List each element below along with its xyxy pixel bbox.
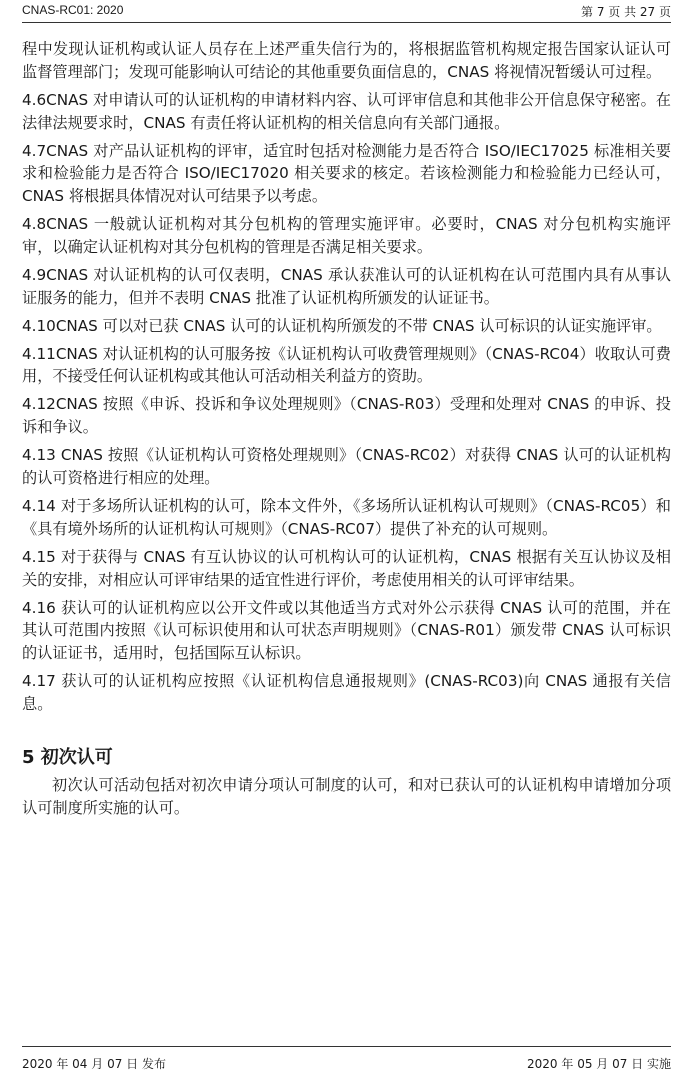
- section-5-heading: 5 初次认可: [22, 746, 113, 768]
- effective-date: 2020 年 05 月 07 日 实施: [527, 1057, 671, 1071]
- clause-4-6: 4.6CNAS 对申请认可的认证机构的申请材料内容、认可评审信息和其他非公开信息保守秘密。在法律法规要求时，CNAS 有责任将认证机构的相关信息向有关部门通报。: [22, 90, 671, 132]
- issue-date: 2020 年 04 月 07 日 发布: [22, 1057, 166, 1071]
- paragraph-continuation: 程中发现认证机构或认证人员存在上述严重失信行为的，将根据监管机构规定报告国家认证认可监督管理部门；发现可能影响认可结论的其他重要负面信息的，CNAS 将视情况暂缓认可过程。: [22, 40, 671, 81]
- document-body: [22, 38, 671, 825]
- clause-4-14: 4.14 对于多场所认证机构的认可，除本文件外，《多场所认证机构认可规则》（CNAS-RC05）和《具有境外场所的认证机构认可规则》（CNAS-RC07）提供了补充的认可规则。: [22, 497, 671, 538]
- clause-4-11: 4.11CNAS 对认证机构的认可服务按《认证机构认可收费管理规则》（CNAS-RC04）收取认可费用，不接受任何认证机构或其他认可活动相关利益方的资助。: [22, 344, 671, 386]
- clause-4-7: 4.7CNAS 对产品认证机构的评审，适宜时包括对检测能力是否符合 ISO/IEC17025 标准相关要求和检验能力是否符合 ISO/IEC17020 相关要求的核定。若该检测能力和检验能力已经认可，CNAS 将根据具体情况对认可结果予以考虑。: [22, 141, 671, 206]
- section-5-body: 初次认可活动包括对初次申请分项认可制度的认可，和对已获认可的认证机构申请增加分项认可制度所实施的认可。: [22, 775, 671, 817]
- page-footer: [22, 1046, 671, 1077]
- clause-4-16: 4.16 获认可的认证机构应以公开文件或以其他适当方式对外公示获得 CNAS 认可的范围，并在其认可范围内按照《认可标识使用和认可状态声明规则》（CNAS-R01）颁发带 CNAS 认可标识的认证证书，适用时，包括国际互认标识。: [22, 598, 671, 663]
- clause-4-8: 4.8CNAS 一般就认证机构对其分包机构的管理实施评审。必要时，CNAS 对分包机构实施评审，以确定认证机构对其分包机构的管理是否满足相关要求。: [22, 215, 671, 256]
- page-header: [22, 0, 671, 23]
- clause-4-13: 4.13 CNAS 按照《认证机构认可资格处理规则》（CNAS-RC02）对获得 CNAS 认可的认证机构的认可资格进行相应的处理。: [22, 446, 671, 488]
- clause-4-12: 4.12CNAS 按照《申诉、投诉和争议处理规则》（CNAS-R03）受理和处理对 CNAS 的申诉、投诉和争议。: [22, 395, 671, 437]
- clause-4-17: 4.17 获认可的认证机构应按照《认证机构信息通报规则》(CNAS-RC03)向 CNAS 通报有关信息。: [22, 672, 671, 713]
- document-code: CNAS-RC01: 2020: [22, 3, 124, 17]
- clause-4-15: 4.15 对于获得与 CNAS 有互认协议的认可机构认可的认证机构，CNAS 根据有关互认协议及相关的安排，对相应认可评审结果的适宜性进行评价，考虑使用相关的认可评审结果。: [22, 547, 671, 589]
- clause-4-10: 4.10CNAS 可以对已获 CNAS 认可的认证机构所颁发的不带 CNAS 认可标识的认证实施评审。: [22, 316, 662, 335]
- clause-4-9: 4.9CNAS 对认证机构的认可仅表明，CNAS 承认获准认可的认证机构在认可范围内具有从事认证服务的能力，但并不表明 CNAS 批准了认证机构所颁发的认证证书。: [22, 265, 671, 307]
- page-number: 第 7 页 共 27 页: [581, 5, 671, 19]
